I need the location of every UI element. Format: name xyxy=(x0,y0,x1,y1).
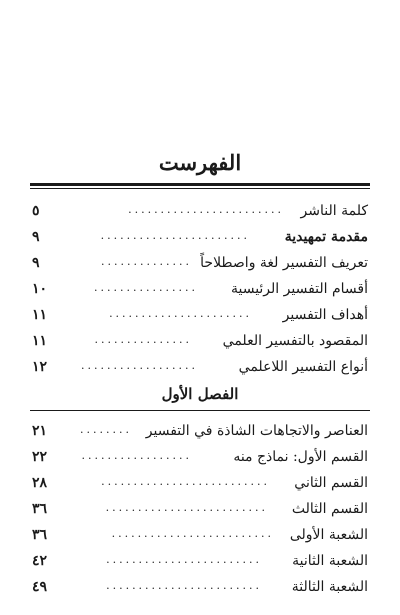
toc-entry-page-number: ١١ xyxy=(32,333,48,349)
toc-entry-leader-dots: ........................ xyxy=(128,203,284,216)
toc-entry-label: أنواع التفسير اللاعلمي xyxy=(238,359,368,375)
toc-entry-leader-dots: .............. xyxy=(101,255,192,268)
toc-entry-page-number: ٩ xyxy=(32,229,40,245)
toc-entry-leader-dots: ................. xyxy=(81,449,192,462)
toc-entry-page-number: ٤٩ xyxy=(32,579,48,595)
title-rule-thin xyxy=(30,188,370,189)
chapter-heading xyxy=(30,380,370,418)
toc-entry-page-number: ١٠ xyxy=(32,281,48,297)
toc-entry-leader-dots: ......................... xyxy=(105,501,268,514)
toc-section-chapter-one xyxy=(30,418,370,600)
toc-entry-page-number: ١٢ xyxy=(32,359,48,375)
toc-entry-page-number: ٢٢ xyxy=(32,449,48,465)
toc-entry-label: القسم الأول: نماذج منه xyxy=(233,449,368,465)
toc-entry xyxy=(30,354,370,380)
toc-entry xyxy=(30,522,370,548)
toc-entry-leader-dots: ................ xyxy=(94,281,198,294)
toc-entry-label: الشعبة الثانية xyxy=(292,553,368,569)
toc-entry xyxy=(30,250,370,276)
toc-entry xyxy=(30,496,370,522)
toc-entry-leader-dots: ....................... xyxy=(100,229,250,242)
toc-entry xyxy=(30,224,370,250)
table-of-contents xyxy=(30,198,370,600)
toc-entry-label: القسم الثالث xyxy=(291,501,368,517)
toc-entry-label: المقصود بالتفسير العلمي xyxy=(222,333,368,349)
toc-entry-label: الشعبة الأولى xyxy=(289,527,368,543)
toc-entry xyxy=(30,302,370,328)
title-rule-thick xyxy=(30,183,370,186)
toc-entry-leader-dots: ......................... xyxy=(111,527,274,540)
toc-entry-page-number: ٣٦ xyxy=(32,501,48,517)
toc-entry xyxy=(30,276,370,302)
toc-entry-leader-dots: ........ xyxy=(80,423,132,436)
toc-entry-leader-dots: .................. xyxy=(81,359,198,372)
toc-entry-page-number: ٩ xyxy=(32,255,40,271)
toc-entry xyxy=(30,444,370,470)
toc-entry xyxy=(30,198,370,224)
chapter-rule xyxy=(30,410,370,411)
toc-entry-page-number: ٤٢ xyxy=(32,553,48,569)
toc-entry-leader-dots: ............... xyxy=(94,333,192,346)
toc-entry-label: أقسام التفسير الرئيسية xyxy=(230,281,368,297)
toc-entry xyxy=(30,328,370,354)
chapter-title: الفصل الأول xyxy=(161,385,239,403)
toc-entry-label: تعريف التفسير لغة واصطلاحاً xyxy=(200,255,368,271)
toc-entry-label: الشعبة الثالثة xyxy=(291,579,368,595)
toc-entry-leader-dots: ........................ xyxy=(106,579,262,592)
toc-entry-label: القسم الثاني xyxy=(294,475,368,491)
toc-entry-page-number: ٢٨ xyxy=(32,475,48,491)
toc-entry-label: كلمة الناشر xyxy=(300,203,368,219)
toc-section-intro xyxy=(30,198,370,380)
toc-entry-leader-dots: ...................... xyxy=(109,307,252,320)
toc-entry-page-number: ٢١ xyxy=(32,423,48,439)
toc-entry xyxy=(30,418,370,444)
toc-entry-label: العناصر والاتجاهات الشاذة في التفسير xyxy=(145,423,368,439)
toc-entry-leader-dots: .......................... xyxy=(101,475,270,488)
toc-entry xyxy=(30,574,370,600)
toc-entry xyxy=(30,470,370,496)
toc-entry-page-number: ٥ xyxy=(32,203,40,219)
toc-entry-page-number: ١١ xyxy=(32,307,48,323)
toc-entry-page-number: ٣٦ xyxy=(32,527,48,543)
toc-entry xyxy=(30,548,370,574)
toc-entry-label: أهداف التفسير xyxy=(282,307,368,323)
toc-entry-leader-dots: ........................ xyxy=(106,553,262,566)
toc-entry-label: مقدمة تمهيدية xyxy=(284,229,368,245)
page-title: الفهرست xyxy=(158,150,242,175)
